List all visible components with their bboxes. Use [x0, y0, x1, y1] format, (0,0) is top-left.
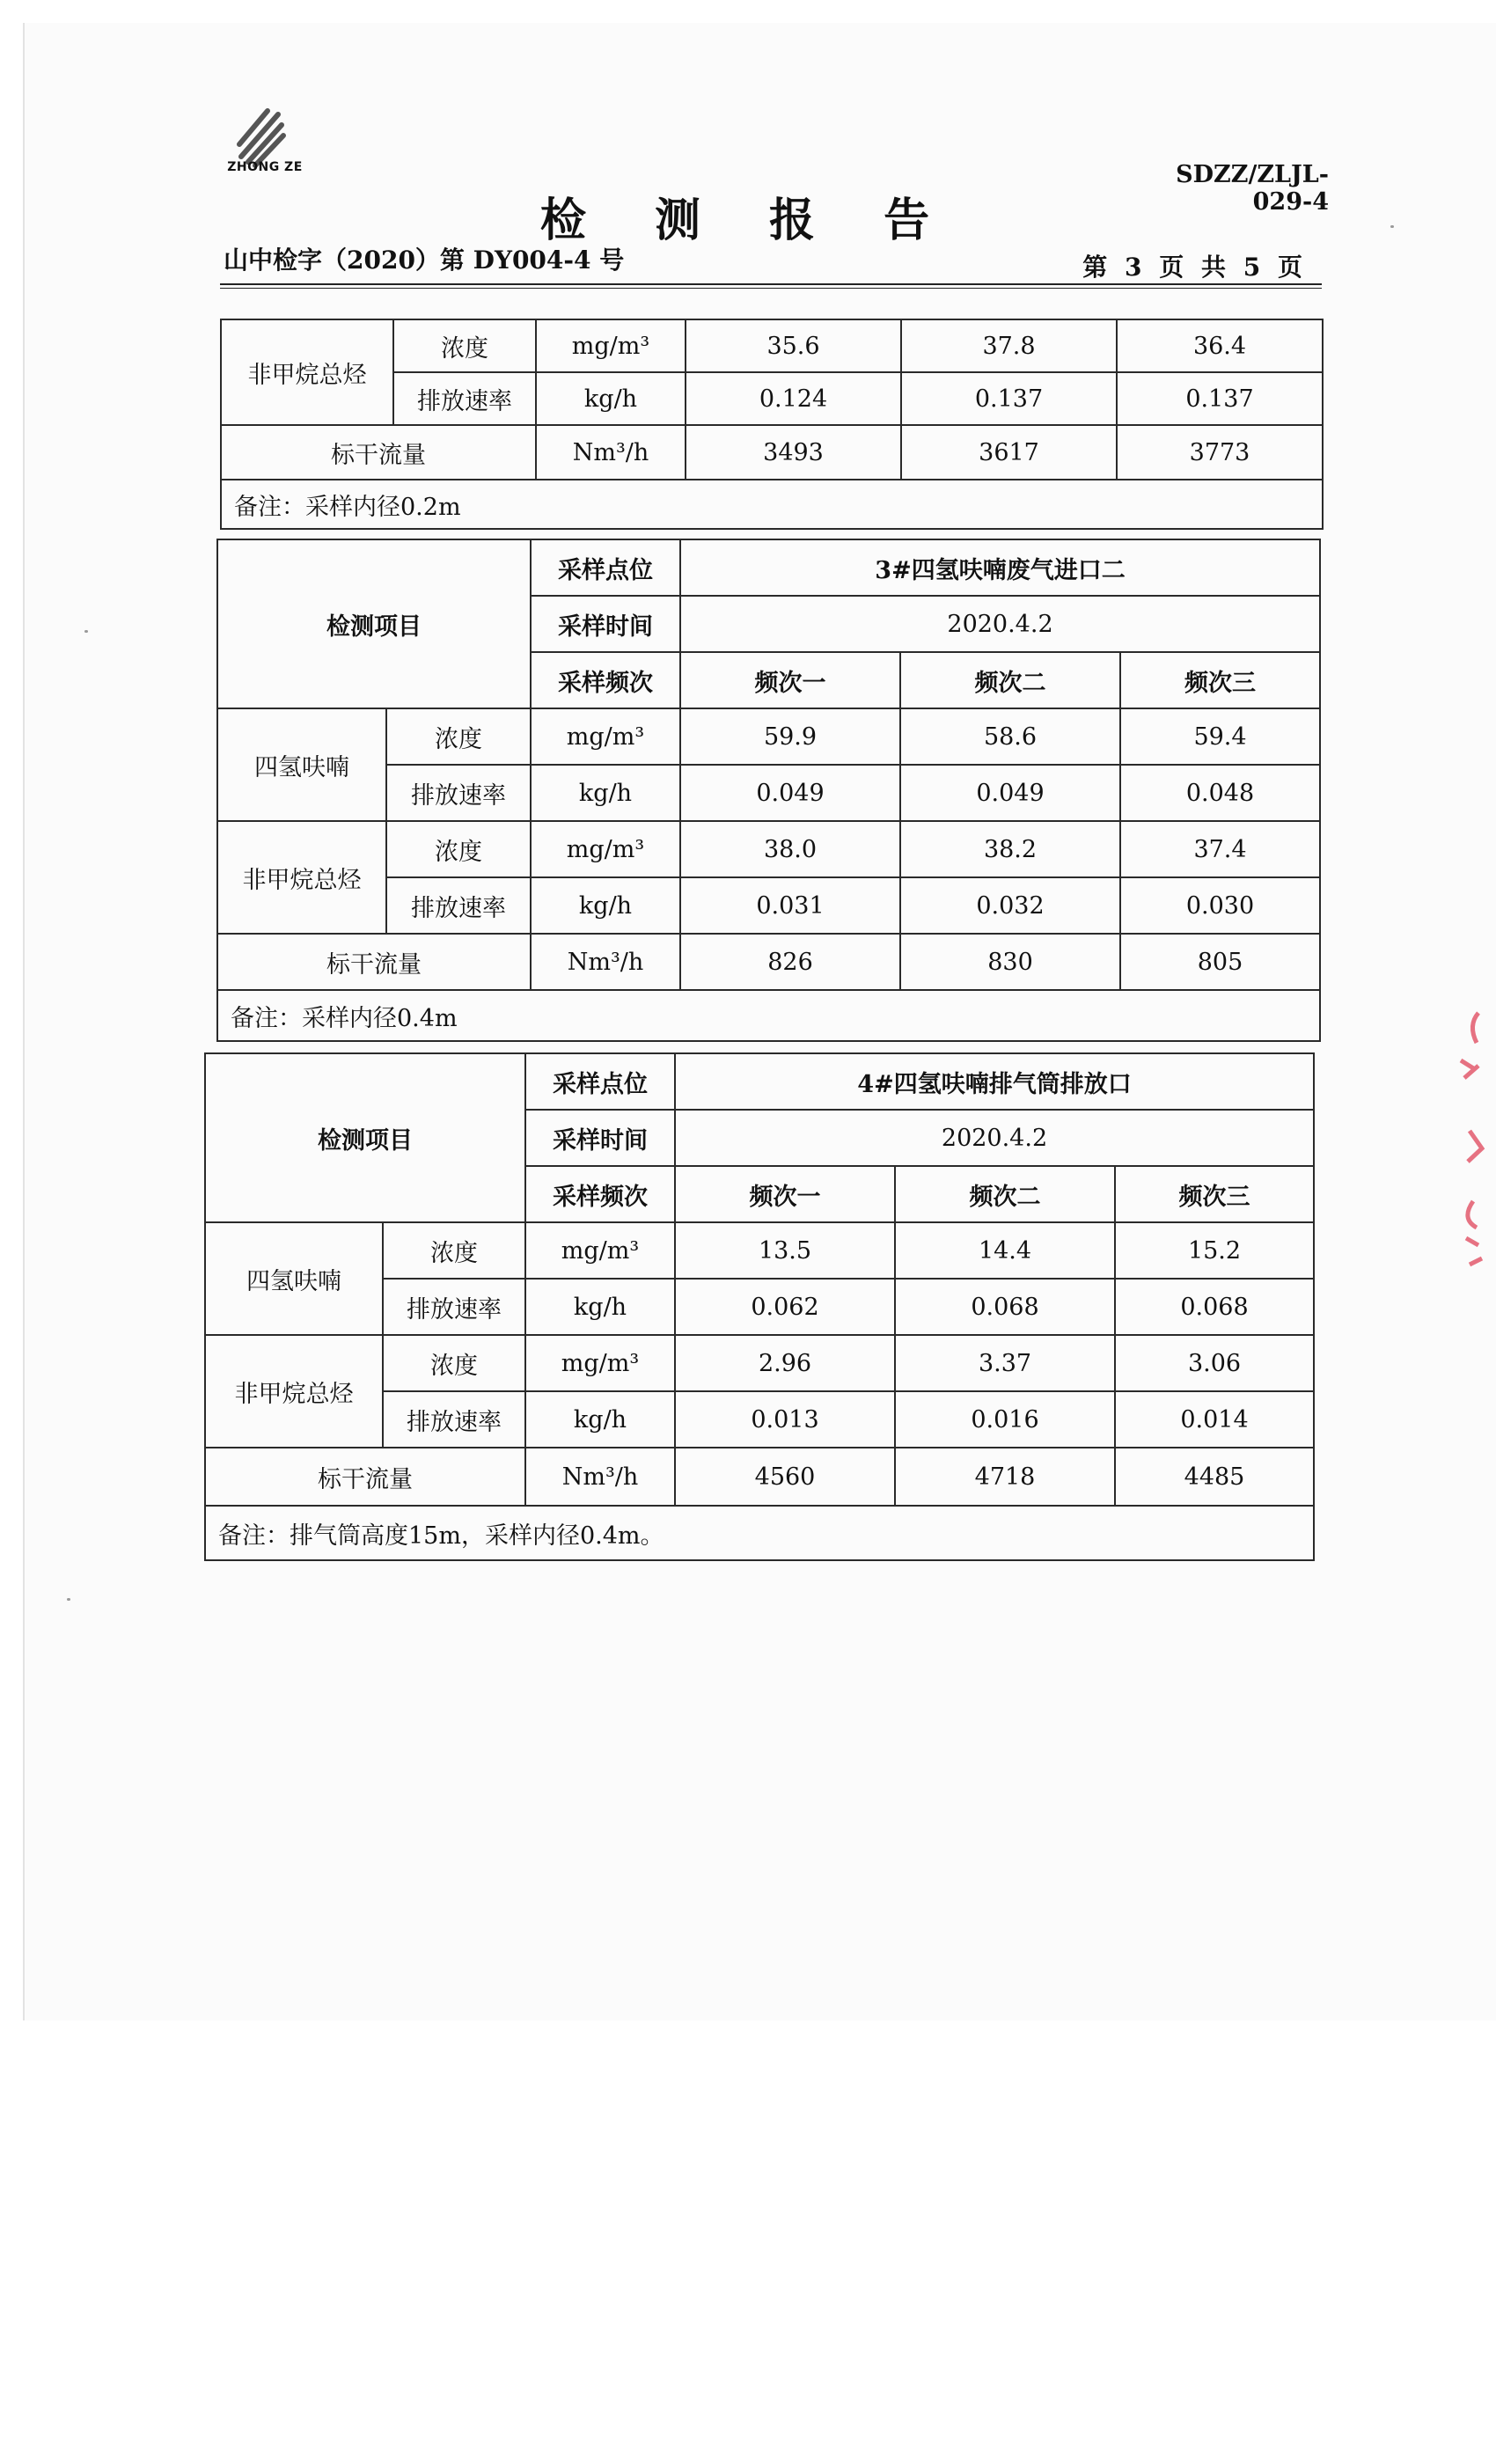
- item-name: 四氢呋喃: [205, 1222, 383, 1335]
- scan-speck: [1390, 225, 1394, 228]
- flow-label: 标干流量: [221, 425, 536, 480]
- flow-label: 标干流量: [205, 1448, 525, 1506]
- freq-label: 采样频次: [531, 652, 680, 708]
- value-cell: 36.4: [1117, 319, 1323, 372]
- unit-cell: mg/m³: [531, 821, 680, 877]
- item-header: 检测项目: [217, 539, 531, 708]
- flow-label: 标干流量: [217, 934, 531, 990]
- param-name: 排放速率: [393, 372, 536, 425]
- value-cell: 37.4: [1120, 821, 1320, 877]
- report-number: 山中检字（2020）第 DY004-4 号: [224, 246, 625, 275]
- value-cell: 0.137: [901, 372, 1117, 425]
- table-row: [221, 425, 1323, 480]
- value-cell: 59.9: [680, 708, 900, 765]
- logo-text: ZHONG ZE: [227, 160, 303, 174]
- table-row: [221, 480, 1323, 529]
- table-row: [205, 1506, 1314, 1560]
- table-row: [221, 319, 1323, 372]
- table-row: [217, 990, 1320, 1041]
- value-cell: 4560: [675, 1448, 895, 1506]
- value-cell: 0.068: [895, 1279, 1115, 1335]
- param-name: 浓度: [386, 708, 531, 765]
- scan-speck: [67, 1598, 70, 1601]
- value-cell: 0.062: [675, 1279, 895, 1335]
- table-row: [205, 1222, 1314, 1279]
- unit-cell: mg/m³: [531, 708, 680, 765]
- param-name: 排放速率: [383, 1391, 525, 1448]
- freq-header: 频次三: [1120, 652, 1320, 708]
- unit-cell: kg/h: [536, 372, 686, 425]
- results-table-inlet-2: [216, 539, 1321, 1042]
- value-cell: 0.014: [1115, 1391, 1314, 1448]
- param-name: 浓度: [393, 319, 536, 372]
- point-value: 3#四氢呋喃废气进口二: [680, 539, 1320, 596]
- table-row: [205, 1448, 1314, 1506]
- page-number: 第 3 页 共 5 页: [1082, 253, 1302, 282]
- value-cell: 2.96: [675, 1335, 895, 1391]
- value-cell: 35.6: [686, 319, 901, 372]
- value-cell: 0.030: [1120, 877, 1320, 934]
- unit-cell: kg/h: [525, 1391, 675, 1448]
- table-row: [217, 539, 1320, 596]
- param-name: 浓度: [386, 821, 531, 877]
- results-table-continued: [220, 319, 1324, 530]
- table-row: [217, 934, 1320, 990]
- value-cell: 37.8: [901, 319, 1117, 372]
- param-name: 排放速率: [383, 1279, 525, 1335]
- unit-cell: kg/h: [531, 877, 680, 934]
- value-cell: 3773: [1117, 425, 1323, 480]
- item-name: 非甲烷总烃: [221, 319, 393, 425]
- freq-header: 频次一: [675, 1166, 895, 1222]
- value-cell: 830: [900, 934, 1120, 990]
- document-code: SDZZ/ZLJL-029-4: [1176, 161, 1329, 216]
- value-cell: 3.37: [895, 1335, 1115, 1391]
- unit-cell: mg/m³: [525, 1222, 675, 1279]
- value-cell: 15.2: [1115, 1222, 1314, 1279]
- unit-cell: mg/m³: [525, 1335, 675, 1391]
- scan-speck: [84, 630, 88, 633]
- value-cell: 38.0: [680, 821, 900, 877]
- value-cell: 58.6: [900, 708, 1120, 765]
- table-row: [217, 821, 1320, 877]
- red-seal-stamp: [1452, 1008, 1487, 1272]
- value-cell: 826: [680, 934, 900, 990]
- value-cell: 14.4: [895, 1222, 1115, 1279]
- time-label: 采样时间: [525, 1110, 675, 1166]
- table-row: [217, 708, 1320, 765]
- time-label: 采样时间: [531, 596, 680, 652]
- point-label: 采样点位: [531, 539, 680, 596]
- freq-label: 采样频次: [525, 1166, 675, 1222]
- value-cell: 805: [1120, 934, 1320, 990]
- item-name: 非甲烷总烃: [205, 1335, 383, 1448]
- value-cell: 0.068: [1115, 1279, 1314, 1335]
- unit-cell: Nm³/h: [531, 934, 680, 990]
- value-cell: 3493: [686, 425, 901, 480]
- table-row: [205, 1335, 1314, 1391]
- value-cell: 38.2: [900, 821, 1120, 877]
- value-cell: 0.031: [680, 877, 900, 934]
- point-value: 4#四氢呋喃排气筒排放口: [675, 1053, 1314, 1110]
- item-name: 四氢呋喃: [217, 708, 386, 821]
- freq-header: 频次二: [895, 1166, 1115, 1222]
- item-name: 非甲烷总烃: [217, 821, 386, 934]
- value-cell: 0.049: [680, 765, 900, 821]
- freq-header: 频次二: [900, 652, 1120, 708]
- value-cell: 0.032: [900, 877, 1120, 934]
- unit-cell: kg/h: [531, 765, 680, 821]
- page-title: 检 测 报 告: [539, 194, 957, 247]
- param-name: 浓度: [383, 1222, 525, 1279]
- item-header: 检测项目: [205, 1053, 525, 1222]
- value-cell: 0.016: [895, 1391, 1115, 1448]
- param-name: 排放速率: [386, 877, 531, 934]
- point-label: 采样点位: [525, 1053, 675, 1110]
- unit-cell: kg/h: [525, 1279, 675, 1335]
- unit-cell: mg/m³: [536, 319, 686, 372]
- header-rule: [220, 283, 1322, 285]
- note-cell: 备注：排气筒高度15m，采样内径0.4m。: [205, 1506, 1314, 1560]
- param-name: 浓度: [383, 1335, 525, 1391]
- value-cell: 0.013: [675, 1391, 895, 1448]
- scan-edge: [23, 23, 25, 2020]
- header-rule-thin: [220, 288, 1322, 289]
- time-value: 2020.4.2: [675, 1110, 1314, 1166]
- value-cell: 13.5: [675, 1222, 895, 1279]
- table-row: [205, 1053, 1314, 1110]
- time-value: 2020.4.2: [680, 596, 1320, 652]
- freq-header: 频次三: [1115, 1166, 1314, 1222]
- unit-cell: Nm³/h: [525, 1448, 675, 1506]
- param-name: 排放速率: [386, 765, 531, 821]
- value-cell: 4485: [1115, 1448, 1314, 1506]
- freq-header: 频次一: [680, 652, 900, 708]
- value-cell: 0.048: [1120, 765, 1320, 821]
- value-cell: 0.049: [900, 765, 1120, 821]
- value-cell: 4718: [895, 1448, 1115, 1506]
- note-cell: 备注：采样内径0.2m: [221, 480, 1323, 529]
- note-cell: 备注：采样内径0.4m: [217, 990, 1320, 1041]
- unit-cell: Nm³/h: [536, 425, 686, 480]
- value-cell: 0.124: [686, 372, 901, 425]
- value-cell: 0.137: [1117, 372, 1323, 425]
- value-cell: 59.4: [1120, 708, 1320, 765]
- results-table-stack-outlet: [204, 1052, 1315, 1561]
- value-cell: 3.06: [1115, 1335, 1314, 1391]
- value-cell: 3617: [901, 425, 1117, 480]
